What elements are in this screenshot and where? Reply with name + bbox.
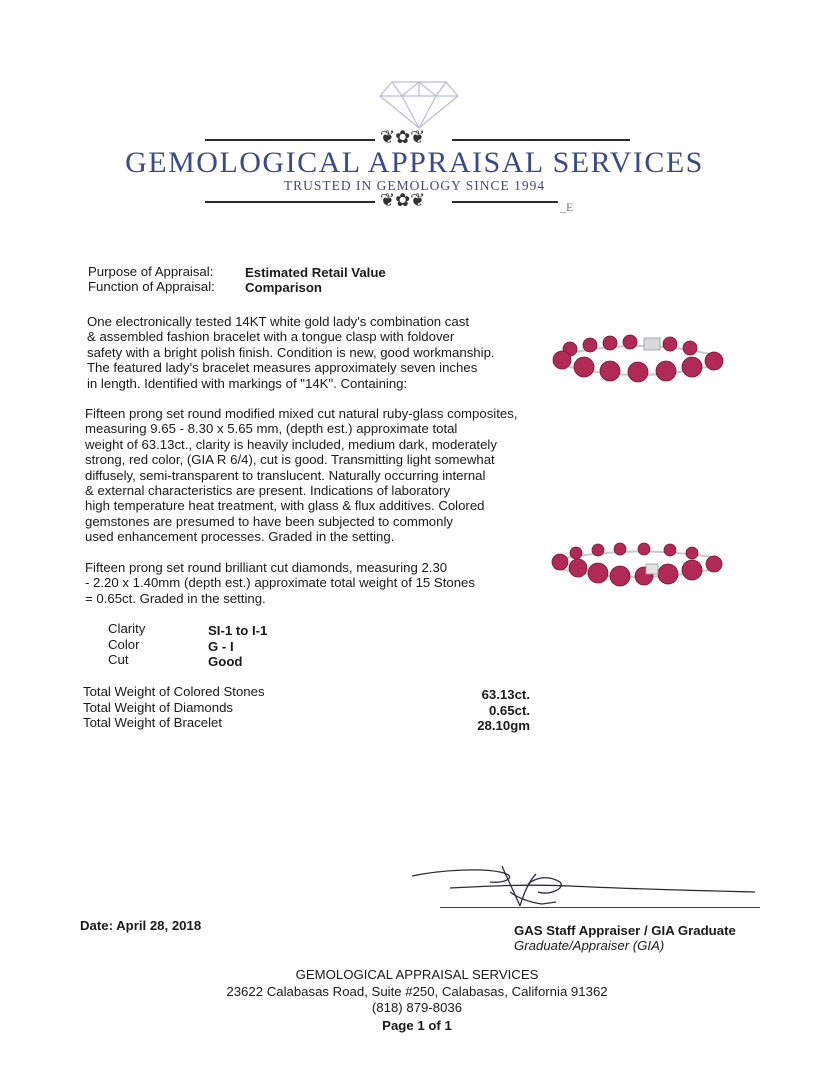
totals-value: 63.13ct. [481,687,530,702]
function-label: Function of Appraisal: [88,279,215,294]
grading-value: Good [208,654,243,669]
purpose-value: Estimated Retail Value [245,265,386,280]
grading-label: Clarity [108,621,146,636]
page-number: Page 1 of 1 [382,1017,452,1033]
footer-block [0,967,829,1034]
header-bottom-rule [452,201,558,203]
description-paragraph-1: One electronically tested 14KT white gold lady's combination cast & assembled fashion bracelet with a tongue clasp with foldover safety with a bright polish finish. Condition is new, good workmanship. The featured lady's bracelet measures approximately seven inches in length. Identified with markings of "14K". Containing: [87,314,495,391]
bracelet-photo [548,334,728,392]
signature [410,862,760,922]
totals-row [83,700,530,716]
totals-label: Total Weight of Bracelet [83,715,223,730]
purpose-label: Purpose of Appraisal: [88,264,214,279]
appraisal-date: Date: April 28, 2018 [80,918,202,933]
totals-value: 0.65ct. [488,702,530,718]
appraiser-title: GAS Staff Appraiser / GIA Graduate [514,923,736,938]
totals-table [83,684,530,731]
header-top-rule [452,139,630,141]
appraiser-subtitle: Graduate/Appraiser (GIA) [514,938,665,953]
flourish-ornament-icon: ❦✿❦ [380,127,426,148]
bracelet-photo [546,540,726,598]
totals-row [83,684,530,700]
description-paragraph-3: Fifteen prong set round brilliant cut diamonds, measuring 2.30 - 2.20 x 1.40mm (depth est.) approximate total weight of 15 Stones = 0.65ct. Graded in the setting. [85,560,475,606]
grading-label: Cut [108,652,129,667]
description-paragraph-2: Fifteen prong set round modified mixed cut natural ruby-glass composites, measuring 9.65 - 8.30 x 5.65 mm, (depth est.) approximate total weight of 63.13ct., clarity is heavily included, medium dark, moderately strong, red color, (GIA R 6/4), cut is good. Transmitting light somewhat diffusely, semi-transparent to translucent. Naturally occurring internal & external characteristics are present. Indications of laboratory high temperature heat treatment, with glass & flux additives. Colored gemstones are presumed to have been subjected to commonly used enhancement processes. Graded in the setting. [85,406,518,545]
footer-address: 23622 Calabasas Road, Suite #250, Calabasas, California 91362 [226,983,608,999]
grading-value: SI-1 to I-1 [208,623,268,638]
signature-line [440,907,760,908]
function-value: Comparison [245,280,322,295]
grading-value: G - I [208,638,234,654]
footer-company: GEMOLOGICAL APPRAISAL SERVICES [295,967,539,982]
flourish-ornament-icon: ❦✿❦ [380,190,426,211]
totals-label: Total Weight of Diamonds [83,699,234,715]
scan-artifact-text: _E [560,200,574,214]
diamond-logo-icon [378,78,460,130]
totals-value: 28.10gm [477,718,530,733]
company-tagline: TRUSTED IN GEMOLOGY SINCE 1994 [283,178,546,193]
grading-label: Color [108,636,140,652]
company-name-heading: GEMOLOGICAL APPRAISAL SERVICES [125,146,704,179]
totals-row [83,715,530,731]
footer-phone: (818) 879-8036 [371,1000,463,1015]
totals-label: Total Weight of Colored Stones [83,684,265,699]
header-bottom-rule [205,201,375,203]
header-top-rule [205,139,375,141]
